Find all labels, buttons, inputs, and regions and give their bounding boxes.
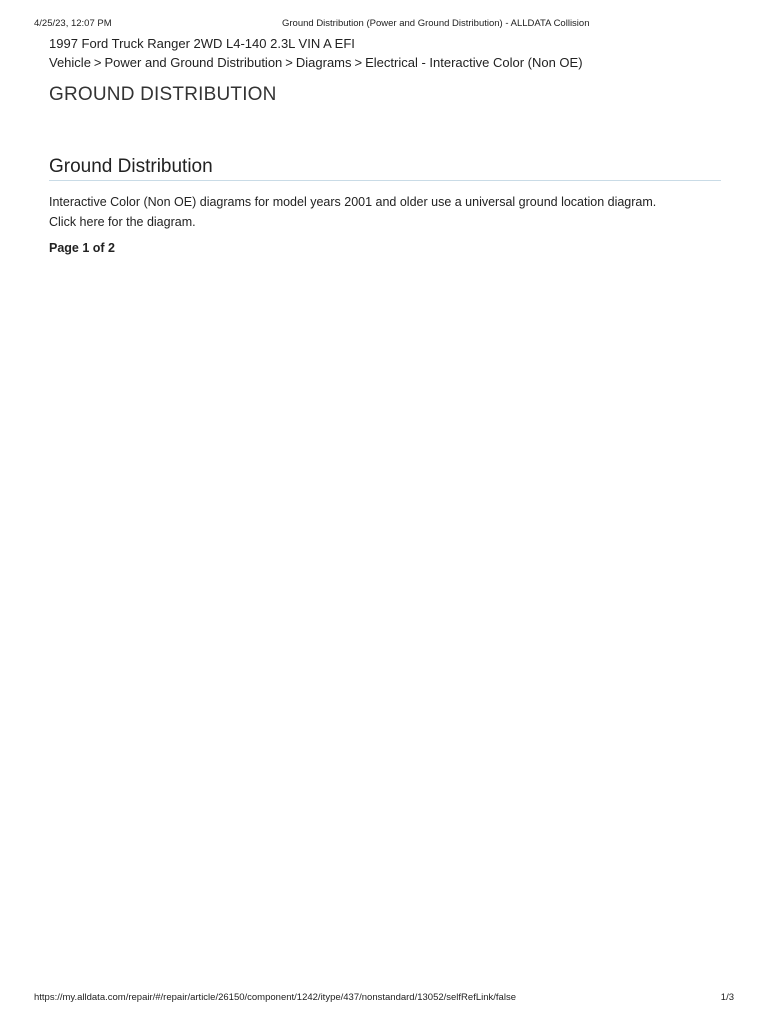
page-title: GROUND DISTRIBUTION [49,84,277,105]
print-footer [34,992,734,1006]
ground-distribution-section [49,156,721,255]
print-header [34,18,734,32]
print-page-title: Ground Distribution (Power and Ground Distribution) - ALLDATA Collision [282,18,590,29]
breadcrumb-separator: > [285,55,293,70]
print-date: 4/25/23, 12:07 PM [34,18,112,29]
section-body [49,192,721,232]
breadcrumb [49,55,583,70]
breadcrumb-separator: > [93,55,102,70]
section-title: Ground Distribution [49,156,721,181]
print-page-number: 1/3 [720,992,734,1003]
print-url: https://my.alldata.com/repair/#/repair/article/26150/component/1242/itype/437/nonstandard/13052/selfRefLink/false [34,992,516,1003]
diagram-link[interactable]: Click here for the diagram. [49,215,196,229]
vehicle-name: 1997 Ford Truck Ranger 2WD L4-140 2.3L VIN A EFI [49,36,355,51]
breadcrumb-item-vehicle[interactable]: Vehicle [49,55,91,70]
breadcrumb-item-diagrams[interactable]: Diagrams [295,55,352,70]
breadcrumb-item-electrical[interactable]: Electrical - Interactive Color (Non OE) [365,55,583,70]
breadcrumb-item-power-ground[interactable]: Power and Ground Distribution [104,55,283,70]
body-text: Interactive Color (Non OE) diagrams for model years 2001 and older use a universal ground location diagram. [49,195,657,209]
breadcrumb-separator: > [354,55,363,70]
page-count: Page 1 of 2 [49,241,115,255]
